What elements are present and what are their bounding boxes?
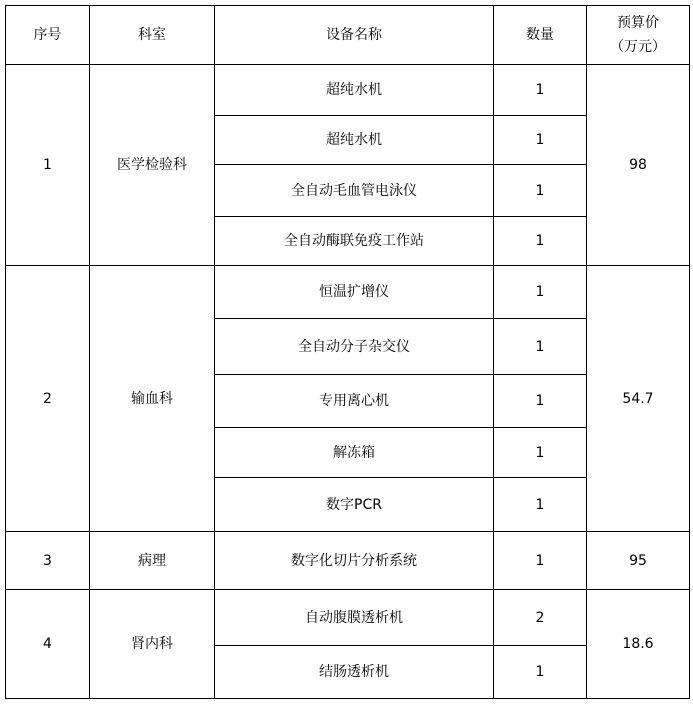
- budget-cell: 18.6: [587, 590, 690, 699]
- budget-cell: 54.7: [587, 266, 690, 532]
- device-name-cell: 解冻箱: [215, 428, 494, 478]
- table-row: [6, 532, 690, 590]
- header-quantity: 数量: [494, 6, 587, 65]
- header-department: 科室: [90, 6, 215, 65]
- device-name-cell: 自动腹膜透析机: [215, 590, 494, 646]
- quantity-cell: 2: [494, 590, 587, 646]
- table-body: [6, 65, 690, 699]
- equipment-budget-table: [5, 5, 690, 699]
- device-name-cell: 超纯水机: [215, 116, 494, 165]
- device-name-cell: 专用离心机: [215, 375, 494, 428]
- quantity-cell: 1: [494, 532, 587, 590]
- department-cell: 输血科: [90, 266, 215, 532]
- quantity-cell: 1: [494, 65, 587, 116]
- device-name-cell: 数字化切片分析系统: [215, 532, 494, 590]
- quantity-cell: 1: [494, 116, 587, 165]
- group-index: 4: [6, 590, 90, 699]
- device-name-cell: 全自动酶联免疫工作站: [215, 217, 494, 266]
- department-cell: 肾内科: [90, 590, 215, 699]
- group-index: 3: [6, 532, 90, 590]
- quantity-cell: 1: [494, 217, 587, 266]
- header-index: 序号: [6, 6, 90, 65]
- group-index: 1: [6, 65, 90, 266]
- device-name-cell: 恒温扩增仪: [215, 266, 494, 319]
- header-budget: [587, 6, 690, 65]
- quantity-cell: 1: [494, 266, 587, 319]
- quantity-cell: 1: [494, 478, 587, 532]
- quantity-cell: 1: [494, 319, 587, 375]
- device-name-cell: 超纯水机: [215, 65, 494, 116]
- table-row: [6, 590, 690, 646]
- quantity-cell: 1: [494, 428, 587, 478]
- header-budget-line2: （万元）: [610, 39, 666, 55]
- budget-cell: 95: [587, 532, 690, 590]
- quantity-cell: 1: [494, 375, 587, 428]
- header-device: 设备名称: [215, 6, 494, 65]
- department-cell: 病理: [90, 532, 215, 590]
- header-row: [6, 6, 690, 65]
- table-row: [6, 65, 690, 116]
- budget-cell: 98: [587, 65, 690, 266]
- device-name-cell: 全自动分子杂交仪: [215, 319, 494, 375]
- header-budget-line1: 预算价: [617, 15, 659, 31]
- group-index: 2: [6, 266, 90, 532]
- quantity-cell: 1: [494, 165, 587, 217]
- department-cell: 医学检验科: [90, 65, 215, 266]
- table-row: [6, 266, 690, 319]
- device-name-cell: 数字PCR: [215, 478, 494, 532]
- quantity-cell: 1: [494, 646, 587, 699]
- device-name-cell: 结肠透析机: [215, 646, 494, 699]
- device-name-cell: 全自动毛血管电泳仪: [215, 165, 494, 217]
